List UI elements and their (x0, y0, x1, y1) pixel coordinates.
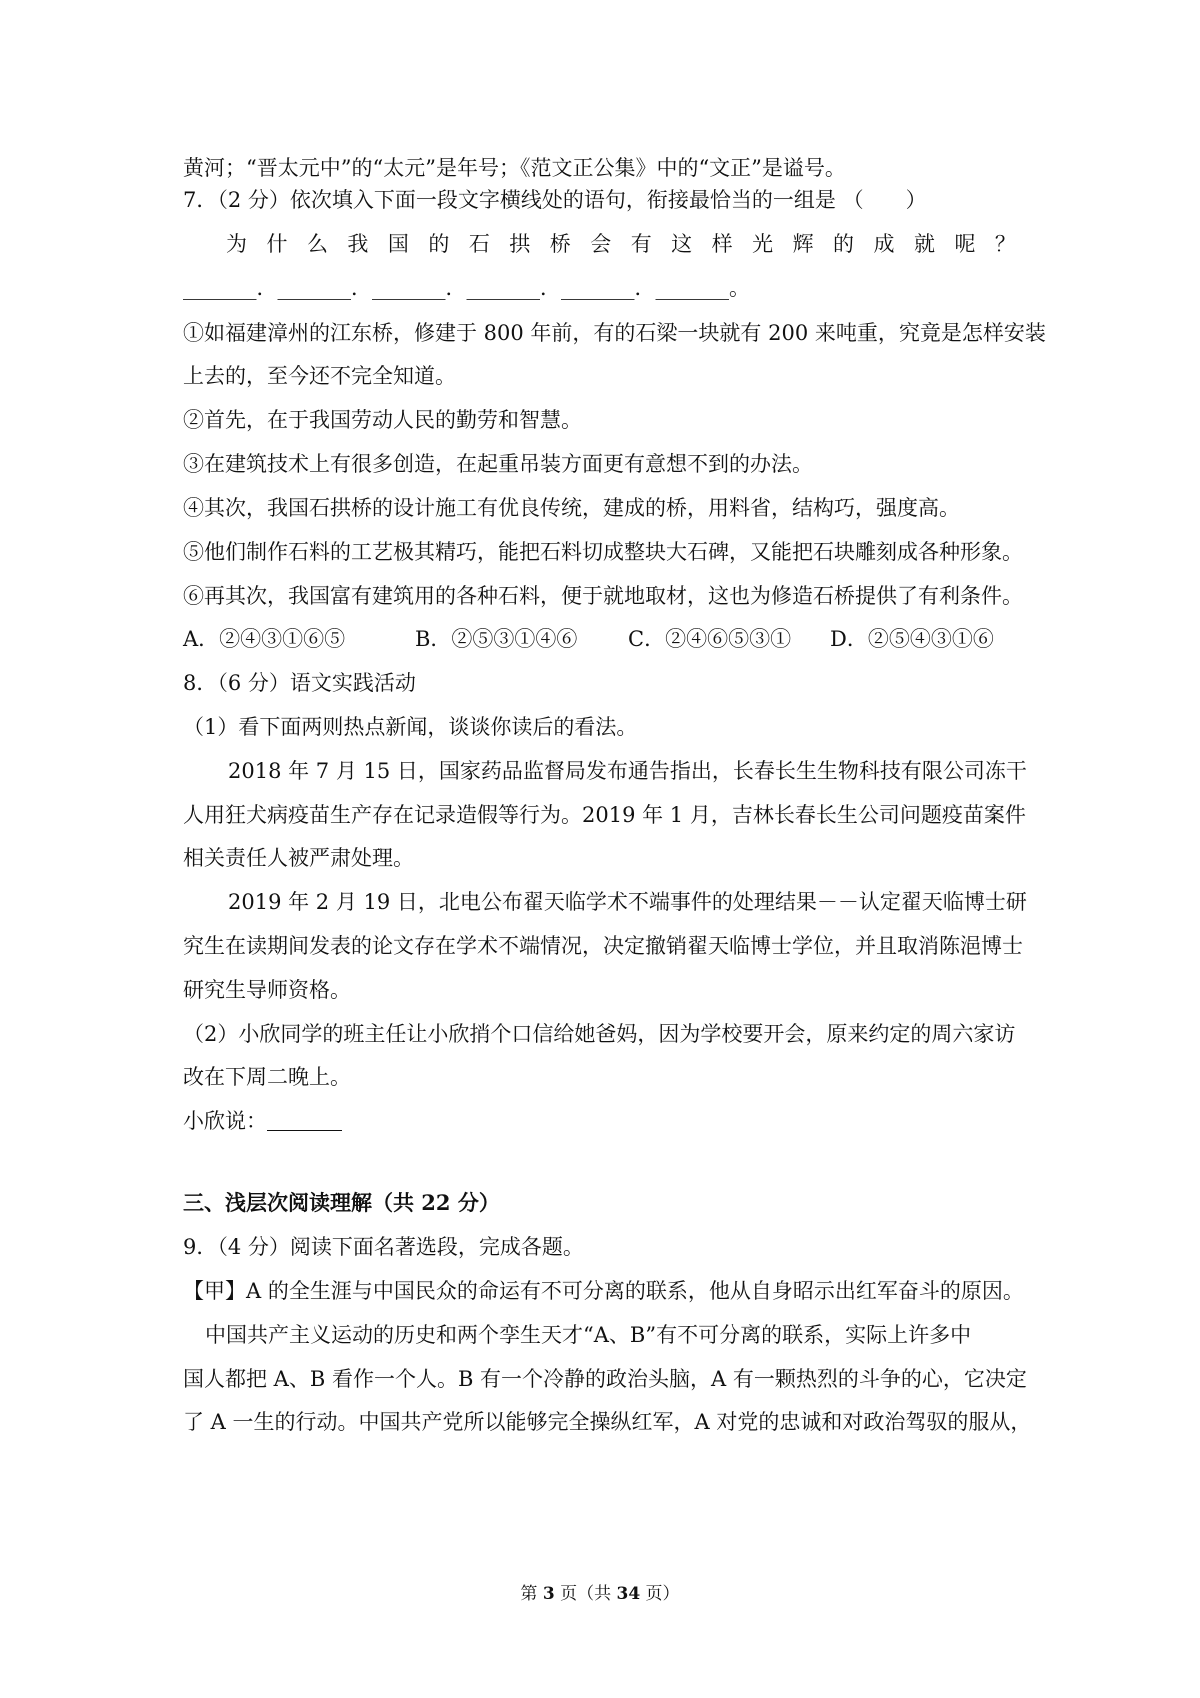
passage-char: 国 (387, 232, 409, 256)
passage-char: 石 (468, 232, 490, 256)
question-8-stem: 8．（6 分）语文实践活动 (183, 671, 416, 695)
section-3-heading: 三、浅层次阅读理解（共 22 分） (183, 1190, 500, 1215)
passage-char: 辉 (792, 232, 814, 256)
news-2-line-1: 2019 年 2 月 19 日，北电公布翟天临学术不端事件的处理结果－－认定翟天临博士研 (228, 890, 1027, 914)
question-7-passage (226, 229, 1016, 259)
excerpt-jia: 【甲】A 的全生涯与中国民众的命运有不可分离的联系，他从自身昭示出红军奋斗的原因。 (183, 1279, 1024, 1303)
option-2: ②首先，在于我国劳动人民的勤劳和智慧。 (183, 408, 582, 432)
passage-char: ？ (994, 232, 1016, 256)
passage-char: 的 (833, 232, 855, 256)
footer-prefix: 第 (520, 1584, 543, 1604)
passage-char: 什 (266, 232, 288, 256)
passage-char: 这 (671, 232, 693, 256)
excerpt-line-2: 国人都把 A、B 看作一个人。B 有一个冷静的政治头脑，A 有一颗热烈的斗争的心，它决定 (183, 1367, 1027, 1391)
choice-c: C．②④⑥⑤③① (628, 627, 792, 651)
question-7-blanks: _______．_______．_______．_______．_______．_______。 (183, 276, 750, 300)
passage-char: 呢 (954, 232, 976, 256)
footer-page-number: 3 (542, 1584, 555, 1604)
option-1-line-2: 上去的，至今还不完全知道。 (183, 364, 456, 388)
option-1-line-1: ①如福建漳州的江东桥，修建于 800 年前，有的石梁一块就有 200 来吨重，究竟是怎样安装 (183, 321, 1046, 345)
passage-char: 光 (752, 232, 774, 256)
choice-b: B．②⑤③①④⑥ (415, 627, 578, 651)
excerpt-line-3: 了 A 一生的行动。中国共产党所以能够完全操纵红军，A 对党的忠诚和对政治驾驭的服从， (183, 1410, 1032, 1434)
option-4: ④其次，我国石拱桥的设计施工有优良传统，建成的桥，用料省，结构巧，强度高。 (183, 496, 960, 520)
passage-char: 我 (347, 232, 369, 256)
passage-char: 桥 (549, 232, 571, 256)
passage-char: 会 (590, 232, 612, 256)
question-7-choices (183, 624, 994, 654)
answer-blank[interactable] (267, 1108, 342, 1131)
question-8-part-1: （1）看下面两则热点新闻，谈谈你读后的看法。 (183, 715, 638, 739)
option-6: ⑥再其次，我国富有建筑用的各种石料，便于就地取材，这也为修造石桥提供了有利条件。 (183, 584, 1023, 608)
passage-char: 为 (226, 232, 247, 256)
passage-char: 样 (711, 232, 733, 256)
text-line: 黄河；“晋太元中”的“太元”是年号；《范文正公集》中的“文正”是谥号。 (183, 156, 846, 180)
footer-suffix: 页） (640, 1584, 680, 1604)
news-1-line-1: 2018 年 7 月 15 日，国家药品监督局发布通告指出，长春长生生物科技有限公司冻干 (228, 759, 1027, 783)
page-footer (0, 1582, 1200, 1606)
excerpt-line-1: 中国共产主义运动的历史和两个孪生天才“A、B”有不可分离的联系，实际上许多中 (205, 1323, 972, 1347)
question-8-part-2-line-2: 改在下周二晚上。 (183, 1065, 351, 1089)
question-7-stem: 7．（2 分）依次填入下面一段文字横线处的语句，衔接最恰当的一组是 （ ） (183, 188, 927, 212)
news-2-line-2: 究生在读期间发表的论文存在学术不端情况，决定撤销翟天临博士学位，并且取消陈浥博士 (183, 934, 1023, 958)
choice-a: A．②④③①⑥⑤ (183, 627, 346, 651)
question-8-part-2-line-1: （2）小欣同学的班主任让小欣捎个口信给她爸妈，因为学校要开会，原来约定的周六家访 (183, 1022, 1016, 1046)
question-9-stem: 9．（4 分）阅读下面名著选段，完成各题。 (183, 1235, 584, 1259)
footer-middle: 页（共 (554, 1584, 617, 1604)
news-1-line-2: 人用狂犬病疫苗生产存在记录造假等行为。2019 年 1 月，吉林长春长生公司问题疫苗案件 (183, 803, 1026, 827)
passage-char: 拱 (509, 232, 531, 256)
answer-prompt-label: 小欣说： (183, 1109, 267, 1133)
answer-prompt (183, 1106, 342, 1136)
passage-char: 成 (873, 232, 895, 256)
passage-char: 的 (428, 232, 450, 256)
option-3: ③在建筑技术上有很多创造，在起重吊装方面更有意想不到的办法。 (183, 452, 813, 476)
passage-char: 就 (913, 232, 935, 256)
choice-d: D．②⑤④③①⑥ (830, 627, 994, 651)
passage-char: 有 (630, 232, 652, 256)
news-2-line-3: 研究生导师资格。 (183, 978, 351, 1002)
passage-char: 么 (306, 232, 328, 256)
news-1-line-3: 相关责任人被严肃处理。 (183, 846, 414, 870)
footer-total-pages: 34 (616, 1584, 641, 1604)
option-5: ⑤他们制作石料的工艺极其精巧，能把石料切成整块大石碑，又能把石块雕刻成各种形象。 (183, 540, 1023, 564)
